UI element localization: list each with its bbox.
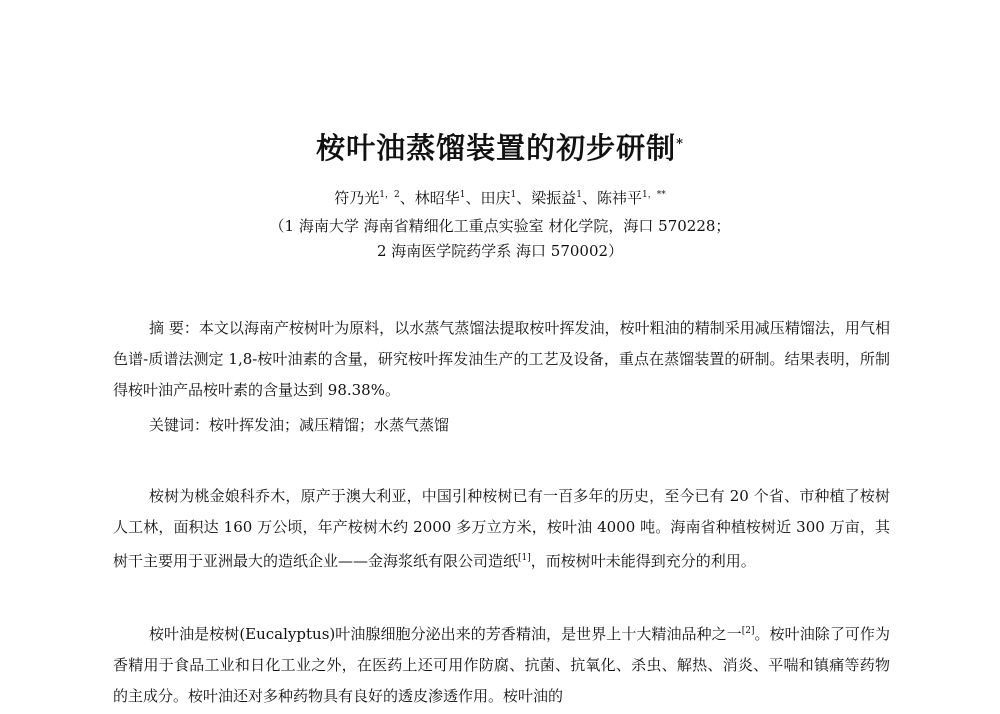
author-name: 林昭华 [414,189,460,207]
author-separator: 、 [465,189,481,207]
keywords [149,414,449,435]
citation-ref: [1] [518,553,531,563]
author-affiliation-mark: 1，** [642,190,666,200]
author-name: 符乃光 [334,189,380,207]
paragraph-text: 桉叶油是桉树(Eucalyptus)叶油腺细胞分泌出来的芳香精油，是世界上十大精油品种之一 [149,625,742,643]
title-footnote-mark: * [676,136,684,152]
keywords-label: 关键词： [149,416,210,434]
author-affiliation-mark: 1 [459,190,466,200]
author-name: 田庆 [480,189,511,207]
author-separator: 、 [399,189,415,207]
citation-ref: [2] [741,626,755,636]
author-affiliation-mark: 1 [576,190,582,200]
paper-title [0,126,1000,167]
author-separator: 、 [582,189,598,207]
abstract-label: 摘 要： [149,319,199,337]
author-affiliation-mark: 1 [510,190,517,200]
body-paragraph-1 [113,481,890,577]
author-name: 梁振益 [531,189,577,207]
author-affiliation-mark: 1，2 [379,190,400,200]
author-separator: 、 [516,189,532,207]
paragraph-text: 桉树为桃金娘科乔木，原产于澳大利亚，中国引种桉树已有一百多年的历史，至今已有 20 个省、市种植了桉树人工林，面积达 160 万公顷，年产桉树木约 2000 多万立方米，桉叶油 4000 吨。海南省种植桉树近 300 万亩，其树干主要用于亚洲最大的造纸企业——金海浆纸有限公司造纸 [113,487,890,570]
paragraph-text: ，而桉树叶未能得到充分的利用。 [530,552,756,570]
paragraph-text: 。桉叶油除了可作为香精用于食品工业和日化工业之外，在医药上还可用作防腐、抗菌、抗氧化、杀虫、解热、消炎、平喘和镇痛等药物的主成分。桉叶油还对多种药物具有良好的透皮渗透作用。桉叶油的 [113,625,890,705]
author-name: 陈祎平 [597,189,643,207]
abstract [113,313,890,406]
author-list [0,187,1000,208]
body-paragraph-2 [113,616,890,712]
affiliation-line-2: 2 海南医学院药学系 海口 570002） [376,242,624,260]
affiliation-line-1: （1 海南大学 海南省精细化工重点实验室 材化学院，海口 570228； [269,217,731,235]
keywords-text: 桉叶挥发油；减压精馏；水蒸气蒸馏 [209,416,450,434]
abstract-text: 本文以海南产桉树叶为原料，以水蒸气蒸馏法提取桉叶挥发油，桉叶粗油的精制采用减压精馏法，用气相色谱-质谱法测定 1,8-桉叶油素的含量，研究桉叶挥发油生产的工艺及设备，重点在蒸馏装置的研制。结果表明，所制得桉叶油产品桉叶素的含量达到 98.38%。 [113,319,890,399]
title-text: 桉叶油蒸馏装置的初步研制 [316,131,677,165]
